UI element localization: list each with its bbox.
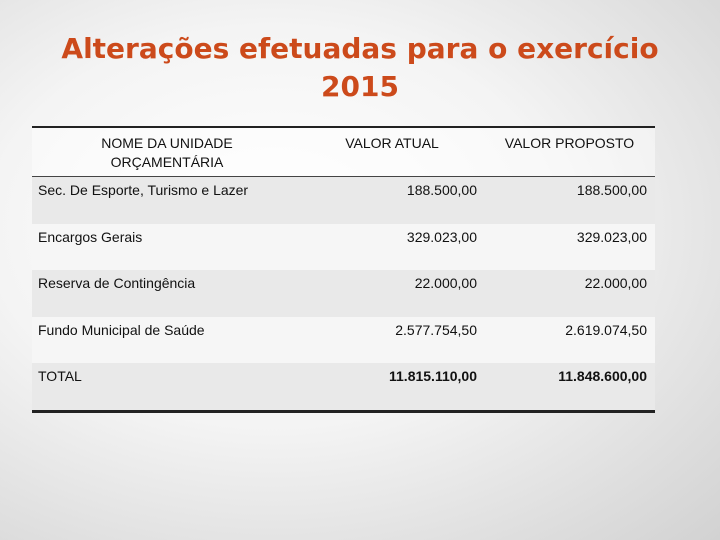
table-row: [32, 177, 655, 224]
table-row: [32, 317, 655, 364]
table-header: [32, 126, 655, 177]
cell-unit: Reserva de Contingência: [38, 275, 196, 291]
total-proposed-value: 11.848.600,00: [558, 368, 647, 384]
total-row: [32, 363, 655, 413]
total-current-value: 11.815.110,00: [389, 368, 477, 384]
cell-current-value: 329.023,00: [406, 228, 477, 245]
cell-proposed-value: 188.500,00: [576, 182, 647, 198]
header-unit: NOME DA UNIDADE ORÇAMENTÁRIA: [101, 135, 233, 170]
page-title: Alterações efetuadas para o exercício 2015: [61, 32, 659, 103]
header-current-value: VALOR ATUAL: [345, 135, 439, 151]
total-label: TOTAL: [38, 368, 82, 384]
cell-current-value: 2.577.754,50: [395, 321, 477, 338]
cell-proposed-value: 329.023,00: [576, 228, 647, 245]
table-row: [32, 270, 655, 317]
cell-current-value: 22.000,00: [414, 275, 477, 291]
cell-unit: Encargos Gerais: [38, 228, 143, 245]
table-row: [32, 224, 655, 271]
cell-unit: Fundo Municipal de Saúde: [38, 321, 205, 338]
budget-table: [32, 126, 655, 413]
cell-proposed-value: 22.000,00: [584, 275, 647, 291]
cell-current-value: 188.500,00: [406, 182, 477, 198]
cell-proposed-value: 2.619.074,50: [565, 321, 647, 338]
cell-unit: Sec. De Esporte, Turismo e Lazer: [38, 182, 249, 198]
header-proposed-value: VALOR PROPOSTO: [504, 135, 635, 151]
